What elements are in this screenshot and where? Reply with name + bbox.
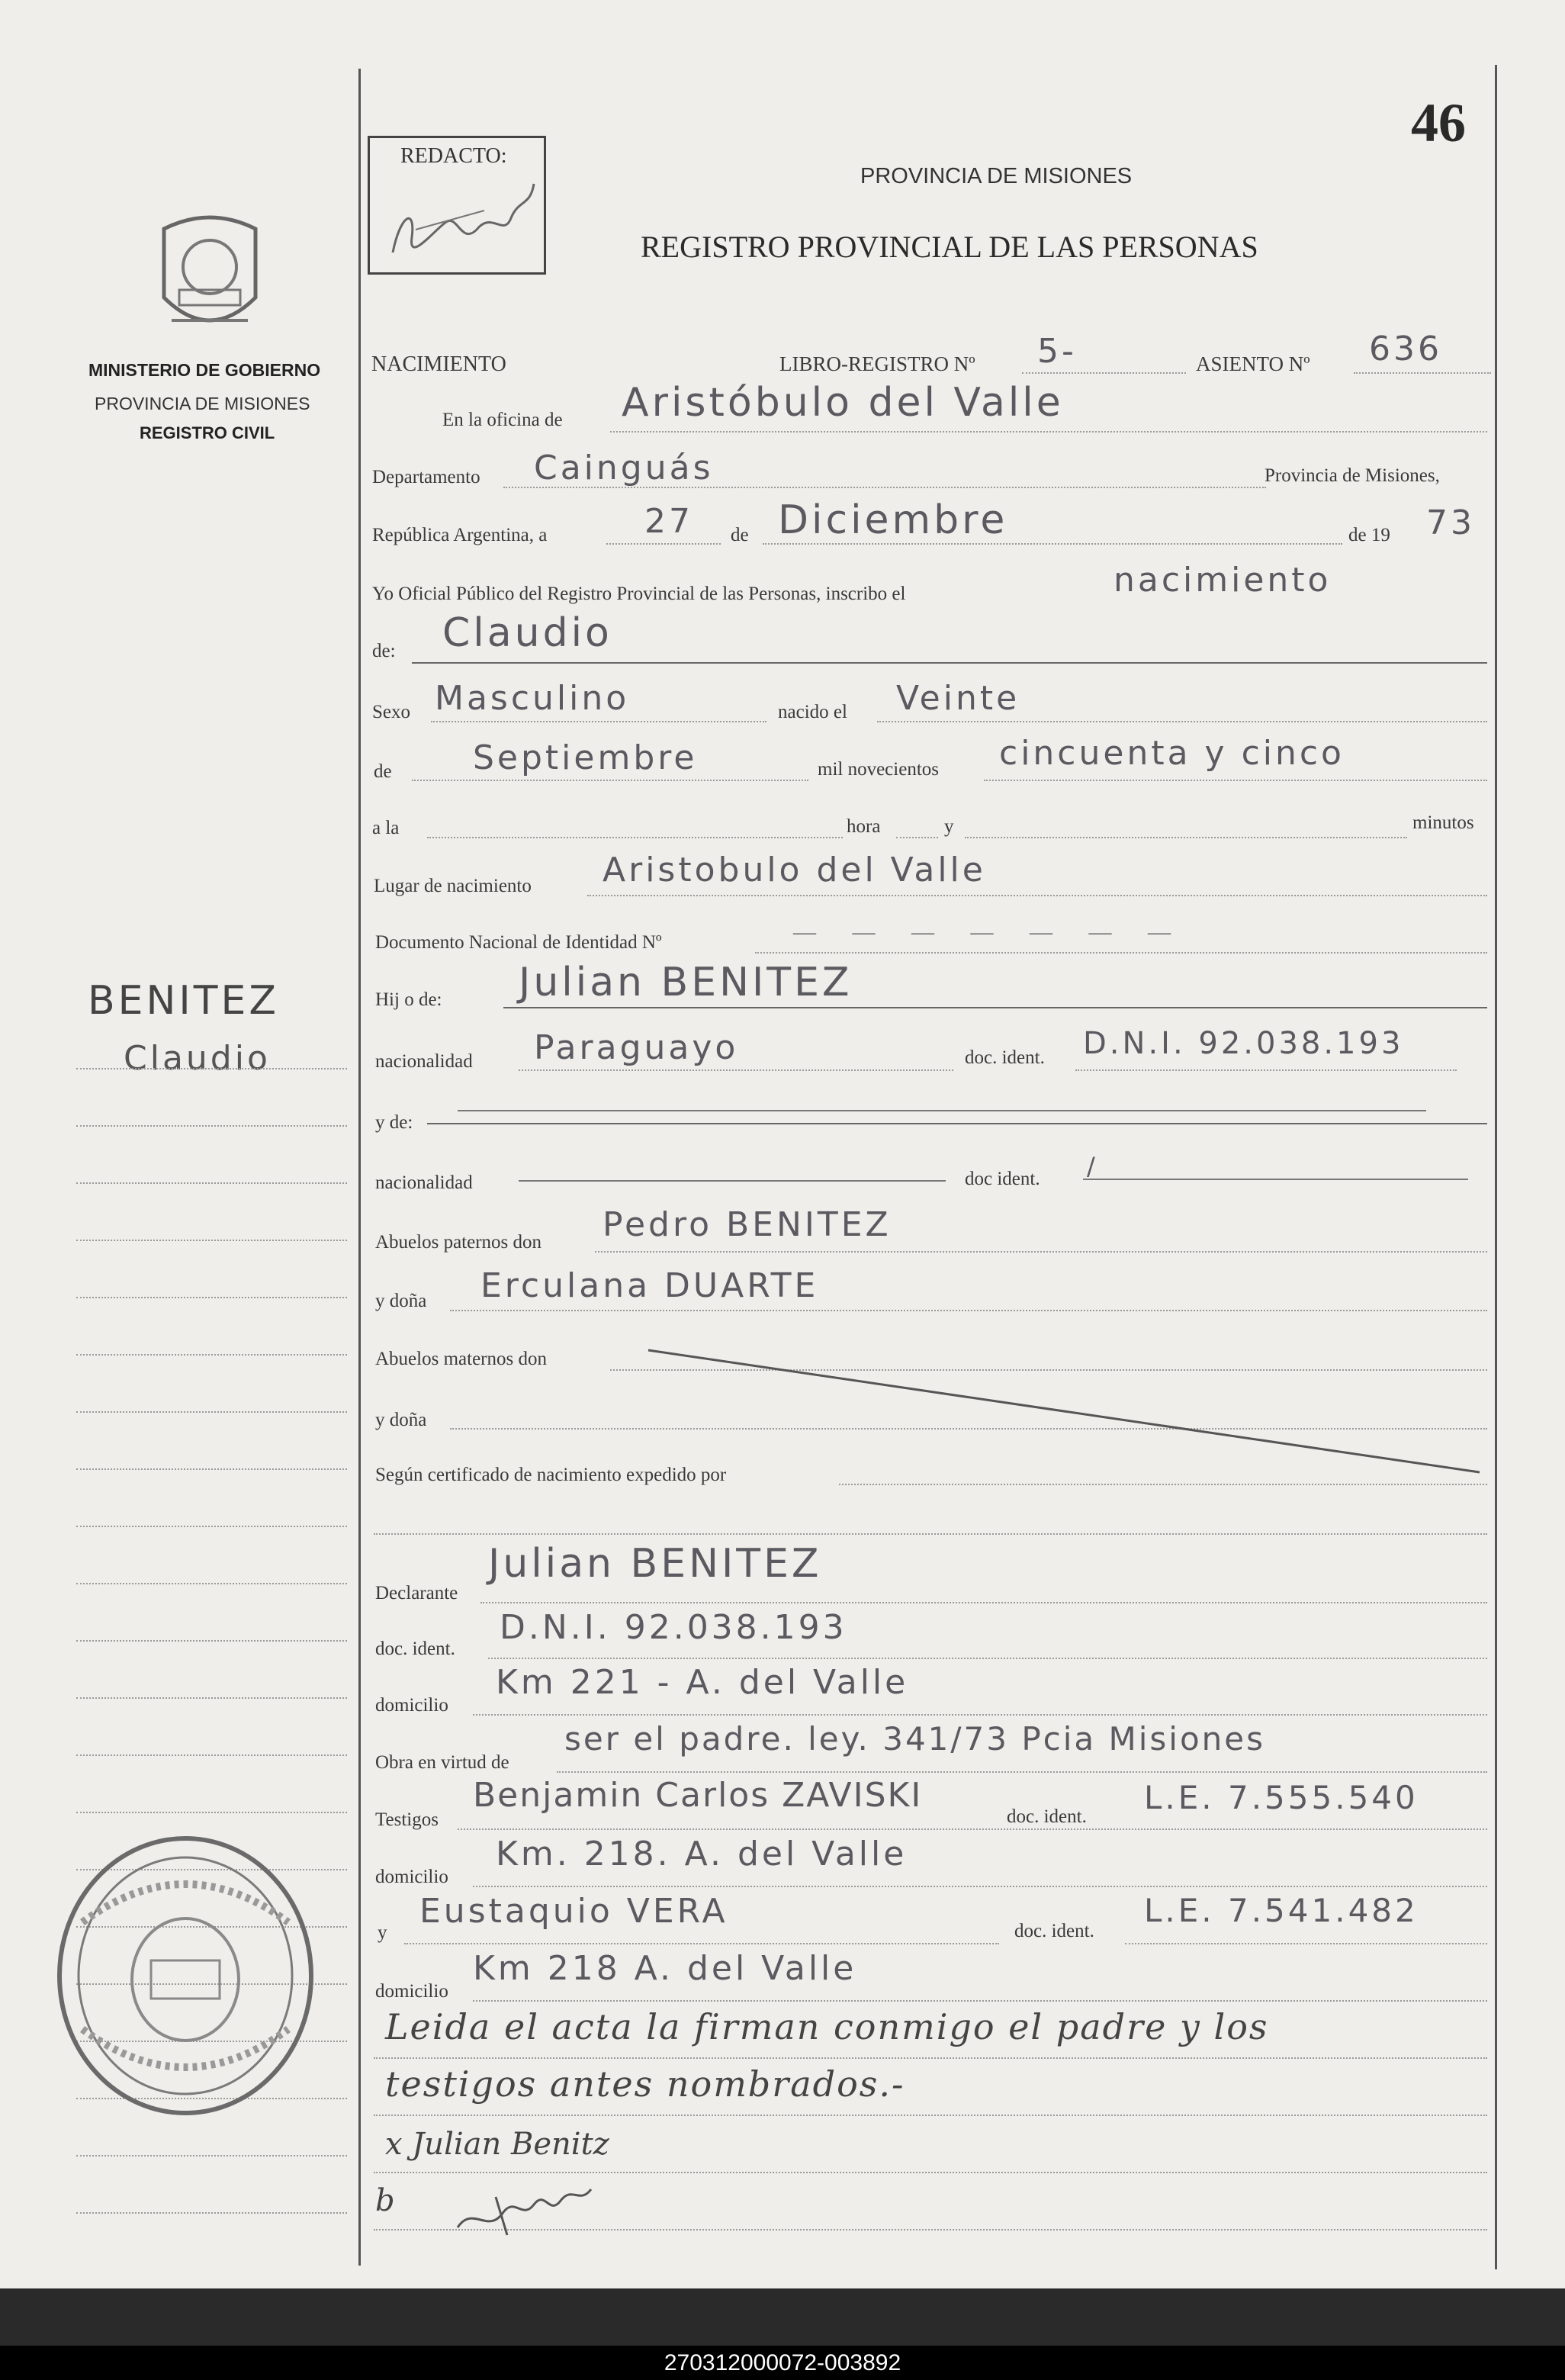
closing-line-1 (374, 2057, 1487, 2059)
margin-ruled-line (76, 1583, 347, 1584)
declarante-value: Julian BENITEZ (488, 1541, 822, 1587)
oficina-line (610, 431, 1487, 433)
signature-declarante: x Julian Benitz (385, 2127, 609, 2162)
y2-label: y (378, 1922, 387, 1943)
dom1-label: domicilio (375, 1867, 448, 1887)
oficial-label: Yo Oficial Público del Registro Provincial de las Personas, inscribo el (372, 584, 906, 604)
minutos-line (965, 837, 1407, 838)
margin-ruled-line (76, 1182, 347, 1184)
padre-line (503, 1007, 1487, 1008)
dni-value: — — — — — — — (793, 919, 1186, 944)
asiento-line (1354, 372, 1491, 374)
certificado-label: Según certificado de nacimiento expedido por (375, 1465, 727, 1485)
docident2-label: doc ident. (965, 1169, 1040, 1189)
anio-value: 73 (1426, 503, 1475, 542)
lugar-label: Lugar de nacimiento (374, 876, 532, 896)
docident-value: D.N.I. 92.038.193 (1083, 1026, 1404, 1061)
nacionalidad-value: Paraguayo (534, 1028, 739, 1067)
republica-label: República Argentina, a (372, 525, 548, 545)
libro-line (1022, 372, 1186, 374)
asiento-value: 636 (1369, 330, 1442, 368)
testigo1-value: Benjamin Carlos ZAVISKI (473, 1776, 923, 1815)
margin-ruled-line (76, 1354, 347, 1356)
left-header-ministry: MINISTERIO DE GOBIERNO (88, 360, 321, 380)
margin-ruled-line (76, 1812, 347, 1813)
header-province: PROVINCIA DE MISIONES (860, 164, 1133, 188)
maternos-strike (610, 1343, 1525, 1495)
test2-doc-label: doc. ident. (1014, 1921, 1094, 1941)
anio-nac-line (984, 780, 1487, 781)
docident2-line (1083, 1179, 1468, 1180)
yde-line (427, 1123, 1487, 1124)
test2-doc-line (1125, 1943, 1487, 1944)
margin-ruled-line (76, 2155, 347, 2156)
abuelo-pat-line (595, 1251, 1487, 1253)
page-number: 46 (1411, 92, 1466, 153)
official-round-stamp (52, 1831, 326, 2121)
nacionalidad-line (519, 1069, 953, 1071)
testigo2-line (404, 1943, 999, 1944)
domicilio-value: Km 221 - A. del Valle (496, 1663, 909, 1702)
decl-doc-value: D.N.I. 92.038.193 (500, 1608, 847, 1647)
docident2-value: / (1087, 1152, 1098, 1181)
margin-surname: BENITEZ (88, 978, 280, 1024)
testigo2-value: Eustaquio VERA (419, 1892, 728, 1931)
mes-value: Diciembre (778, 497, 1008, 543)
declarante-line (480, 1602, 1487, 1603)
redacto-box (368, 136, 546, 275)
margin-ruled-line (76, 1068, 347, 1069)
departamento-label: Departamento (372, 467, 480, 487)
nombre-value: Claudio (442, 610, 612, 656)
libro-label: LIBRO-REGISTRO Nº (779, 352, 975, 375)
coat-of-arms-emblem (149, 214, 271, 343)
padre-value: Julian BENITEZ (519, 960, 853, 1005)
testigos-label: Testigos (375, 1809, 439, 1830)
departamento-value: Cainguás (534, 449, 714, 487)
margin-ruled-line (76, 1697, 347, 1699)
decl-doc-line (488, 1658, 1487, 1659)
nombre-line (412, 662, 1487, 664)
redacto-label: REDACTO: (400, 144, 507, 168)
hora-line (427, 837, 843, 838)
domicilio-label: domicilio (375, 1695, 448, 1716)
y-label: y (944, 816, 954, 837)
margin-name: Claudio (124, 1039, 271, 1078)
decl-doc-label: doc. ident. (375, 1639, 455, 1659)
test1-doc-label: doc. ident. (1007, 1806, 1087, 1827)
anio-nac-value: cincuenta y cinco (999, 734, 1345, 773)
margin-ruled-line (76, 1240, 347, 1241)
abuelos-pat-label: Abuelos paternos don (375, 1232, 542, 1253)
dia-value: 27 (644, 502, 693, 541)
left-margin-rule (358, 69, 361, 2266)
asiento-label: ASIENTO Nº (1196, 352, 1310, 375)
image-id-caption: 270312000072-003892 (0, 2346, 1565, 2380)
sexo-label: Sexo (372, 702, 410, 722)
inscribo-value: nacimiento (1113, 561, 1332, 600)
dom1-line (473, 1886, 1487, 1887)
right-margin-rule (1495, 65, 1497, 2269)
lugar-value: Aristobulo del Valle (603, 851, 986, 889)
redacto-signature (370, 138, 544, 272)
abuela-pat-value: Erculana DUARTE (480, 1266, 819, 1305)
margin-ruled-line (76, 2212, 347, 2214)
nacionalidad2-line (519, 1180, 946, 1182)
official-signature (450, 2174, 603, 2243)
domicilio-line (473, 1714, 1487, 1716)
mes-nac-value: Septiembre (473, 738, 698, 777)
margin-ruled-line (76, 1640, 347, 1642)
margin-ruled-line (76, 1754, 347, 1756)
de-nombre-label: de: (372, 641, 396, 661)
obra-line (557, 1771, 1487, 1773)
de-label: de (731, 525, 749, 545)
left-header-province: PROVINCIA DE MISIONES (95, 394, 310, 413)
dom2-value: Km 218 A. del Valle (473, 1949, 857, 1988)
sexo-line (431, 721, 766, 722)
oficina-value: Aristóbulo del Valle (622, 380, 1064, 426)
de19-label: de 19 (1348, 525, 1390, 545)
nacimiento-label: NACIMIENTO (371, 352, 506, 376)
testigo1-line (458, 1828, 1487, 1830)
docident-line (1075, 1069, 1457, 1071)
dni-line (755, 952, 1487, 954)
mes-nac-line (412, 780, 808, 781)
margin-ruled-line (76, 1411, 347, 1413)
dia-line (606, 543, 721, 545)
closing-line-3 (374, 2172, 1487, 2173)
ydona-label: y doña (375, 1291, 427, 1311)
declarante-label: Declarante (375, 1583, 458, 1603)
yde-label: y de: (375, 1112, 413, 1133)
closing-text-1: Leida el acta la firman conmigo el padre y los (385, 2006, 1269, 2047)
hora-label: hora (847, 816, 881, 837)
hijo-label: Hij o de: (375, 989, 442, 1010)
margin-ruled-line (76, 1125, 347, 1127)
test2-doc-value: L.E. 7.541.482 (1144, 1892, 1419, 1929)
yde-strike (458, 1110, 1426, 1111)
closing-line-2 (374, 2115, 1487, 2116)
dom1-value: Km. 218. A. del Valle (496, 1835, 908, 1873)
nacido-line (877, 721, 1487, 722)
header-registry: REGISTRO PROVINCIAL DE LAS PERSONAS (641, 230, 1258, 264)
provincia-label: Provincia de Misiones, (1265, 465, 1440, 486)
minutos-label: minutos (1412, 812, 1474, 833)
nacido-label: nacido el (778, 702, 847, 722)
left-header-registry: REGISTRO CIVIL (140, 423, 275, 442)
dni-label: Documento Nacional de Identidad Nº (375, 932, 662, 953)
oficina-label: En la oficina de (442, 410, 563, 430)
closing-text-2: testigos antes nombrados.- (385, 2063, 905, 2105)
nacionalidad2-label: nacionalidad (375, 1172, 473, 1193)
margin-ruled-line (76, 1297, 347, 1298)
abuela-pat-line (450, 1310, 1487, 1311)
de2-label: de (374, 761, 392, 782)
hora-line-2 (896, 837, 938, 838)
nacionalidad-label: nacionalidad (375, 1051, 473, 1072)
lugar-line (587, 895, 1487, 896)
docident-label: doc. ident. (965, 1047, 1045, 1068)
sexo-value: Masculino (435, 679, 630, 718)
mil-label: mil novecientos (818, 759, 939, 780)
b-mark: b (375, 2183, 395, 2218)
abuelo-pat-value: Pedro BENITEZ (603, 1205, 892, 1244)
ydona2-label: y doña (375, 1410, 427, 1430)
obra-value: ser el padre. ley. 341/73 Pcia Misiones (564, 1720, 1265, 1758)
ala-label: a la (372, 818, 400, 838)
libro-value: 5- (1037, 332, 1077, 371)
dom2-line (473, 2000, 1487, 2002)
blank-line-1 (374, 1533, 1487, 1535)
dom2-label: domicilio (375, 1981, 448, 2002)
mes-line (763, 543, 1342, 545)
abuelos-mat-label: Abuelos maternos don (375, 1349, 547, 1369)
nacido-value: Veinte (896, 679, 1020, 718)
margin-ruled-line (76, 1468, 347, 1470)
test1-doc-value: L.E. 7.555.540 (1144, 1779, 1419, 1816)
obra-label: Obra en virtud de (375, 1752, 509, 1773)
margin-ruled-line (76, 1526, 347, 1527)
